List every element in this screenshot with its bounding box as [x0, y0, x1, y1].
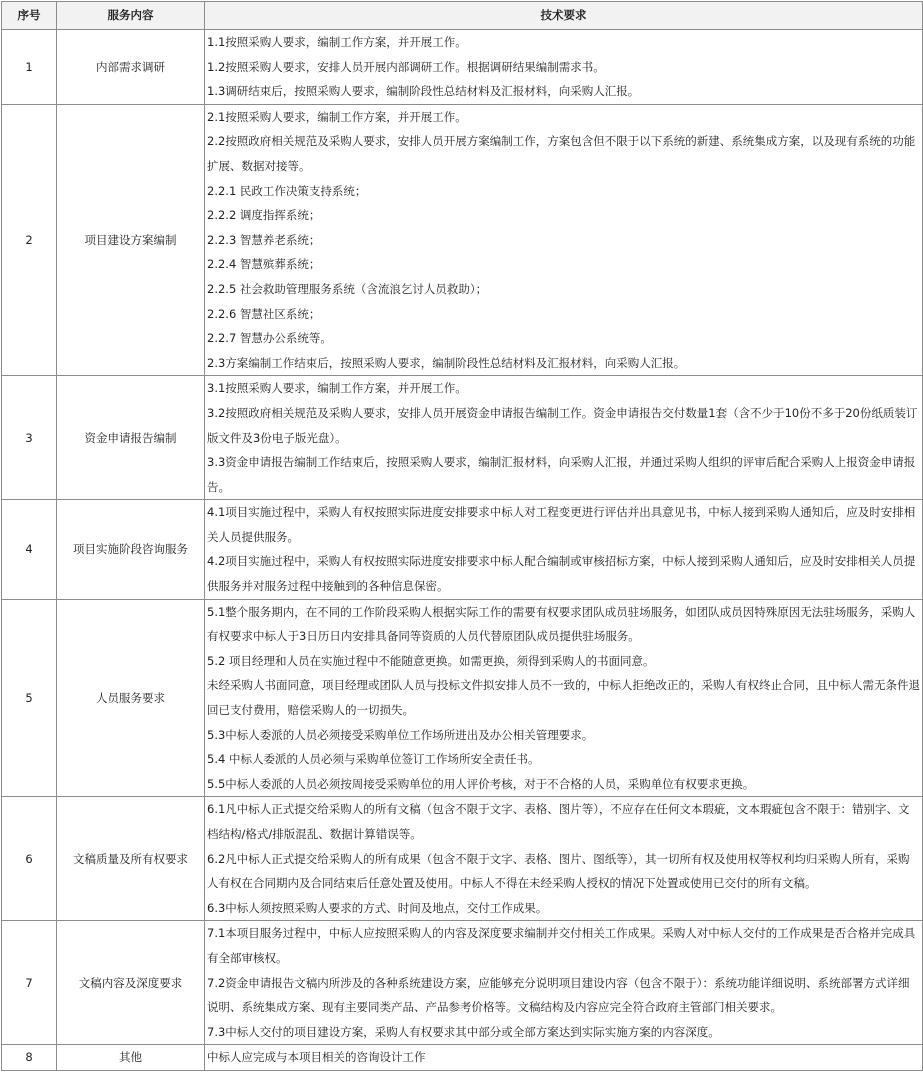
- table-row: [2, 599, 923, 797]
- table-row: [2, 104, 923, 376]
- requirement-cell: [205, 797, 923, 921]
- service-name: 资金申请报告编制: [57, 376, 205, 500]
- service-name: 文稿质量及所有权要求: [57, 797, 205, 921]
- requirement-cell: [205, 500, 923, 599]
- requirement-item: 5.2 项目经理和人员在实施过程中不能随意更换。如需更换，须得到采购人的书面同意。: [207, 653, 655, 668]
- service-name: 内部需求调研: [57, 30, 205, 105]
- requirement-item: 1.1按照采购人要求，编制工作方案，并开展工作。: [207, 35, 467, 49]
- row-number: 3: [2, 376, 57, 500]
- table-row: [2, 921, 923, 1045]
- requirement-item: 未经采购人书面同意，项目经理或团队人员与投标文件拟安排人员不一致的，中标人拒绝改正的，采购人有权终止合同，且中标人需无条件退回已支付费用，赔偿采购人的一切损失。: [207, 678, 920, 718]
- requirement-item: 6.2凡中标人正式提交给采购人的所有成果（包含不限于文字、表格、图片、图纸等），其一切所有权及使用权等权利均归采购人所有，采购人有权在合同期内及合同结束后任意处置及使用。中标人不得在未经采购人授权的情况下处置或使用已交付的所有文稿。: [207, 851, 910, 891]
- requirement-item: 2.3方案编制工作结束后，按照采购人要求，编制阶段性总结材料及汇报材料，向采购人汇报。: [207, 355, 686, 370]
- service-name: 文稿内容及深度要求: [57, 921, 205, 1045]
- requirement-item: 3.3资金申请报告编制工作结束后，按照采购人要求，编制汇报材料，向采购人汇报，并通过采购人组织的评审后配合采购人上报资金申请报告。: [207, 455, 916, 494]
- requirement-item: 5.4 中标人委派的人员必须与采购单位签订工作场所安全责任书。: [207, 752, 540, 767]
- row-number: 8: [2, 1045, 57, 1071]
- header-row: [2, 2, 923, 30]
- requirement-item: 4.2项目实施过程中，采购人有权按照实际进度安排要求中标人配合编制或审核招标方案，中标人接到采购人通知后，应及时安排相关人员提供服务并对服务过程中接触到的各种信息保密。: [207, 554, 916, 594]
- requirement-item: 3.1按照采购人要求，编制工作方案，并开展工作。: [207, 381, 467, 396]
- requirement-cell: [205, 921, 923, 1045]
- table-row: [2, 797, 923, 921]
- requirement-cell: [205, 376, 923, 500]
- requirement-item: 中标人应完成与本项目相关的咨询设计工作: [207, 1050, 426, 1065]
- requirement-item: 2.2按照政府相关规范及采购人要求，安排人员开展方案编制工作，方案包含但不限于以下系统的新建、系统集成方案，以及现有系统的功能扩展、数据对接等。: [207, 134, 916, 173]
- requirement-item: 2.2.3 智慧养老系统；: [207, 232, 321, 247]
- requirement-cell: [205, 104, 923, 376]
- requirement-item: 2.1按照采购人要求，编制工作方案，并开展工作。: [207, 109, 467, 124]
- requirement-item: 2.2.5 社会救助管理服务系统（含流浪乞讨人员救助）；: [207, 281, 488, 296]
- requirement-item: 7.2资金申请报告文稿内所涉及的各种系统建设方案，应能够充分说明项目建设内容（包含不限于）：系统功能详细说明、系统部署方式详细说明、系统集成方案、现有主要同类产品、产品参考价格等。文稿结构及内容应完全符合政府主管部门相关要求。: [207, 975, 910, 1015]
- requirement-item: 6.3中标人须按照采购人要求的方式、时间及地点，交付工作成果。: [207, 900, 548, 915]
- requirement-item: 6.1凡中标人正式提交给采购人的所有文稿（包含不限于文字、表格、图片等），不应存在任何文本瑕疵，文本瑕疵包含不限于：错别字、文档结构/格式/排版混乱、数据计算错误等。: [207, 802, 910, 841]
- requirement-item: 7.3中标人交付的项目建设方案，采购人有权要求其中部分或全部方案达到实际实施方案的内容深度。: [207, 1024, 720, 1039]
- requirement-item: 2.2.7 智慧办公系统等。: [207, 331, 332, 346]
- requirement-item: 1.3调研结束后，按照采购人要求，编制阶段性总结材料及汇报材料，向采购人汇报。: [207, 84, 640, 99]
- table-row: [2, 1045, 923, 1071]
- requirement-item: 2.2.2 调度指挥系统；: [207, 208, 321, 223]
- requirement-item: 2.2.6 智慧社区系统；: [207, 306, 321, 321]
- header-service: 服务内容: [57, 2, 205, 30]
- table-row: [2, 500, 923, 599]
- header-no: 序号: [2, 2, 57, 30]
- header-requirement: 技术要求: [205, 2, 923, 30]
- requirement-item: 4.1项目实施过程中，采购人有权按照实际进度安排要求中标人对工程变更进行评估并出具意见书，中标人接到采购人通知后，应及时安排相关人员提供服务。: [207, 505, 916, 544]
- row-number: 6: [2, 797, 57, 921]
- service-name: 项目实施阶段咨询服务: [57, 500, 205, 599]
- requirement-item: 5.5中标人委派的人员必须按周接受采购单位的用人评价考核，对于不合格的人员，采购单位有权要求更换。: [207, 776, 755, 791]
- requirement-cell: [205, 30, 923, 105]
- requirement-item: 5.1整个服务期内，在不同的工作阶段采购人根据实际工作的需要有权要求团队成员驻场服务，如团队成员因特殊原因无法驻场服务，采购人有权要求中标人于3日历日内安排具备同等资质的人员代替原团队成员提供驻场服务。: [207, 604, 916, 644]
- requirement-item: 2.2.4 智慧殡葬系统；: [207, 257, 321, 272]
- requirement-item: 3.2按照政府相关规范及采购人要求，安排人员开展资金申请报告编制工作。资金申请报告交付数量1套（含不少于10份不多于20份纸质装订版文件及3份电子版光盘）。: [207, 405, 918, 445]
- table-row: [2, 30, 923, 105]
- service-name: 项目建设方案编制: [57, 104, 205, 376]
- row-number: 1: [2, 30, 57, 105]
- requirement-item: 7.1本项目服务过程中，中标人应按照采购人的内容及深度要求编制并交付相关工作成果。采购人对中标人交付的工作成果是否合格并完成具有全部审核权。: [207, 926, 916, 965]
- requirement-item: 1.2按照采购人要求，安排人员开展内部调研工作。根据调研结果编制需求书。: [207, 59, 605, 74]
- requirements-table: [1, 1, 923, 1071]
- requirement-cell: [205, 599, 923, 797]
- requirement-item: 5.3中标人委派的人员必须接受采购单位工作场所进出及办公相关管理要求。: [207, 727, 594, 742]
- service-name: 其他: [57, 1045, 205, 1071]
- row-number: 4: [2, 500, 57, 599]
- requirement-cell: [205, 1045, 923, 1071]
- table-row: [2, 376, 923, 500]
- row-number: 5: [2, 599, 57, 797]
- row-number: 7: [2, 921, 57, 1045]
- row-number: 2: [2, 104, 57, 376]
- requirement-item: 2.2.1 民政工作决策支持系统；: [207, 183, 367, 198]
- service-name: 人员服务要求: [57, 599, 205, 797]
